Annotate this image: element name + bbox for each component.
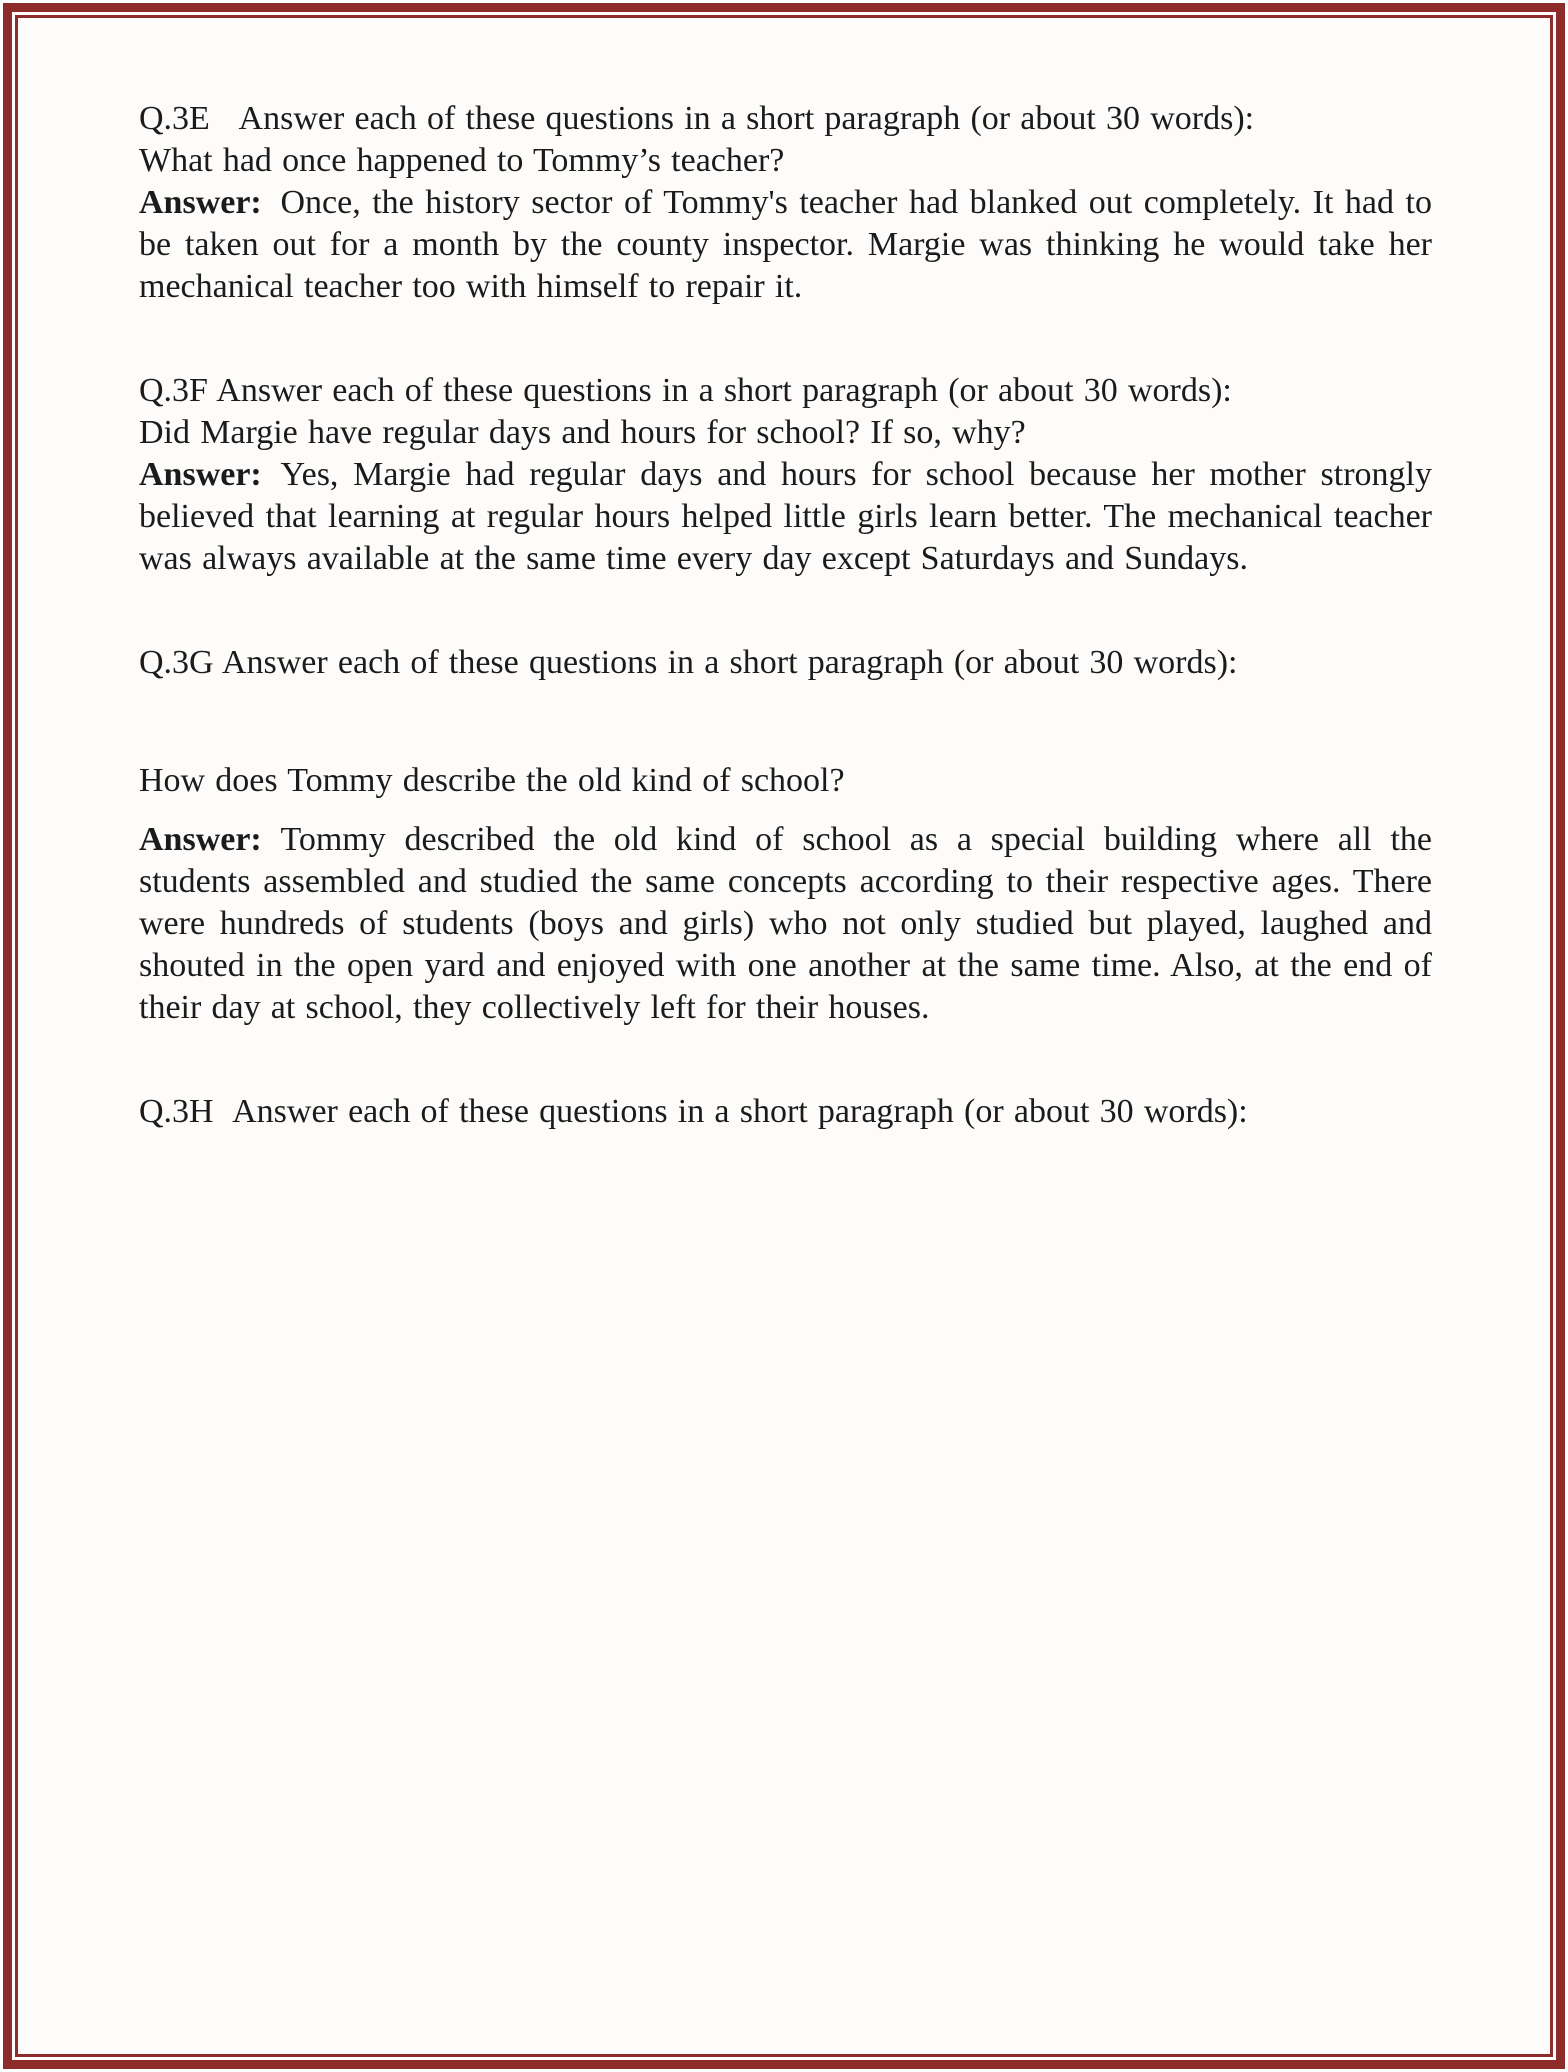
answer-text: Tommy described the old kind of school as a special building where all the students assembled and studied the same concepts according to their respective ages. There were hundreds of students (boys and girls) who not only studied but played, laughed and shouted in the open yard and enjoyed with one another at the same time. Also, at the end of their day at school, they collectively left for their houses. <box>139 821 1432 1026</box>
question-prompt: Q.3F Answer each of these questions in a short paragraph (or about 30 words): <box>139 372 1232 409</box>
question-prompt: Q.3E Answer each of these questions in a short paragraph (or about 30 words): <box>139 100 1255 137</box>
question-text: Did Margie have regular days and hours for school? If so, why? <box>139 414 1026 451</box>
page-content <box>12 12 1556 1133</box>
qa-section-q3h <box>139 1091 1432 1133</box>
answer-paragraph <box>139 182 1432 308</box>
answer-label: Answer: <box>139 456 262 493</box>
question-text: How does Tommy describe the old kind of school? <box>139 762 845 799</box>
answer-text: Yes, Margie had regular days and hours for school because her mother strongly believed that learning at regular hours helped little girls learn better. The mechanical teacher was always available at the same time every day except Saturdays and Sundays. <box>139 456 1432 577</box>
qa-section-q3e <box>139 98 1432 308</box>
qa-section-q3g <box>139 642 1432 1029</box>
answer-label: Answer: <box>139 184 262 221</box>
qa-section-q3f <box>139 370 1432 580</box>
question-text: What had once happened to Tommy’s teacher? <box>139 142 785 179</box>
answer-text: Once, the history sector of Tommy's teacher had blanked out completely. It had to be taken out for a month by the county inspector. Margie was thinking he would take her mechanical teacher too with himself to repair it. <box>139 184 1432 305</box>
question-prompt: Q.3G Answer each of these questions in a short paragraph (or about 30 words): <box>139 644 1238 681</box>
answer-label: Answer: <box>139 821 262 858</box>
answer-paragraph <box>139 819 1432 1029</box>
document-page <box>3 3 1565 2069</box>
answer-paragraph <box>139 454 1432 580</box>
question-prompt: Q.3H Answer each of these questions in a short paragraph (or about 30 words): <box>139 1093 1248 1130</box>
